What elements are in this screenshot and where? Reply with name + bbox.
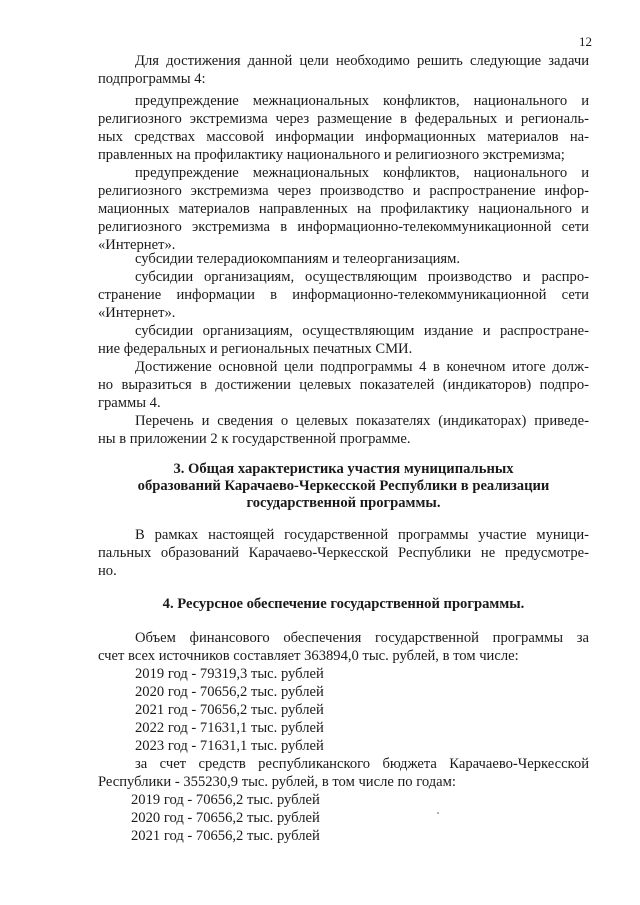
text-line: ние федеральных и региональных печатных СМИ.	[98, 341, 413, 357]
text-line: мационных материалов направленных на профилактику национального и	[98, 201, 589, 217]
text-line: субсидии организациям, осуществляющим производство и распро-	[135, 269, 589, 285]
text-line: 2021 год - 70656,2 тыс. рублей	[131, 828, 320, 844]
text-line: но выразиться в достижении целевых показателей (индикаторов) подпро-	[98, 377, 589, 393]
text-line: пальных образований Карачаево-Черкесской Республики не предусмотре-	[98, 545, 589, 561]
text-line: 2023 год - 71631,1 тыс. рублей	[135, 738, 324, 754]
scan-speck	[437, 812, 439, 814]
text-line: субсидии телерадиокомпаниям и телеорганизациям.	[135, 251, 461, 267]
text-line: 2019 год - 79319,3 тыс. рублей	[135, 666, 324, 682]
text-line: за счет средств республиканского бюджета Карачаево-Черкесской	[135, 756, 589, 772]
text-line: религиозного экстремизма через размещение в федеральных и региональ-	[98, 111, 589, 127]
text-line: 2022 год - 71631,1 тыс. рублей	[135, 720, 324, 736]
text-line: «Интернет».	[98, 305, 176, 321]
text-line: Для достижения данной цели необходимо решить следующие задачи	[135, 53, 589, 69]
text-line: 2021 год - 70656,2 тыс. рублей	[135, 702, 324, 718]
text-line: граммы 4.	[98, 395, 161, 411]
text-line: религиозного экстремизма через производство и распространение инфор-	[98, 183, 589, 199]
text-line: 2020 год - 70656,2 тыс. рублей	[135, 684, 324, 700]
text-line: подпрограммы 4:	[98, 71, 206, 87]
text-line: ны в приложении 2 к государственной программе.	[98, 431, 411, 447]
section-heading: 4. Ресурсное обеспечение государственной программы.	[162, 596, 525, 612]
text-line: Достижение основной цели подпрограммы 4 в конечном итоге долж-	[135, 359, 589, 375]
section-heading: государственной программы.	[246, 495, 441, 511]
text-line: предупреждение межнациональных конфликтов, национального и	[135, 165, 589, 181]
text-line: правленных на профилактику национального и религиозного экстремизма;	[98, 147, 565, 163]
text-line: «Интернет».	[98, 237, 176, 253]
text-line: Объем финансового обеспечения государственной программы за	[135, 630, 589, 646]
text-line: но.	[98, 563, 117, 579]
text-line: религиозного экстремизма в информационно-телекоммуникационной сети	[98, 219, 589, 235]
text-line: счет всех источников составляет 363894,0 тыс. рублей, в том числе:	[98, 648, 519, 664]
section-heading: 3. Общая характеристика участия муниципальных	[173, 461, 514, 477]
page-number: 12	[579, 34, 592, 49]
section-heading: образований Карачаево-Черкесской Республики в реализации	[137, 478, 550, 494]
text-line: странение информации в информационно-телекоммуникационной сети	[98, 287, 589, 303]
text-line: 2019 год - 70656,2 тыс. рублей	[131, 792, 320, 808]
text-line: субсидии организациям, осуществляющим издание и распростране-	[135, 323, 589, 339]
text-line: 2020 год - 70656,2 тыс. рублей	[131, 810, 320, 826]
text-line: ных средствах массовой информации информационных материалов на-	[98, 129, 589, 145]
text-line: предупреждение межнациональных конфликтов, национального и	[135, 93, 589, 109]
text-line: Республики - 355230,9 тыс. рублей, в том числе по годам:	[98, 774, 456, 790]
text-line: Перечень и сведения о целевых показателях (индикаторах) приведе-	[135, 413, 589, 429]
text-line: В рамках настоящей государственной программы участие муници-	[135, 527, 589, 543]
